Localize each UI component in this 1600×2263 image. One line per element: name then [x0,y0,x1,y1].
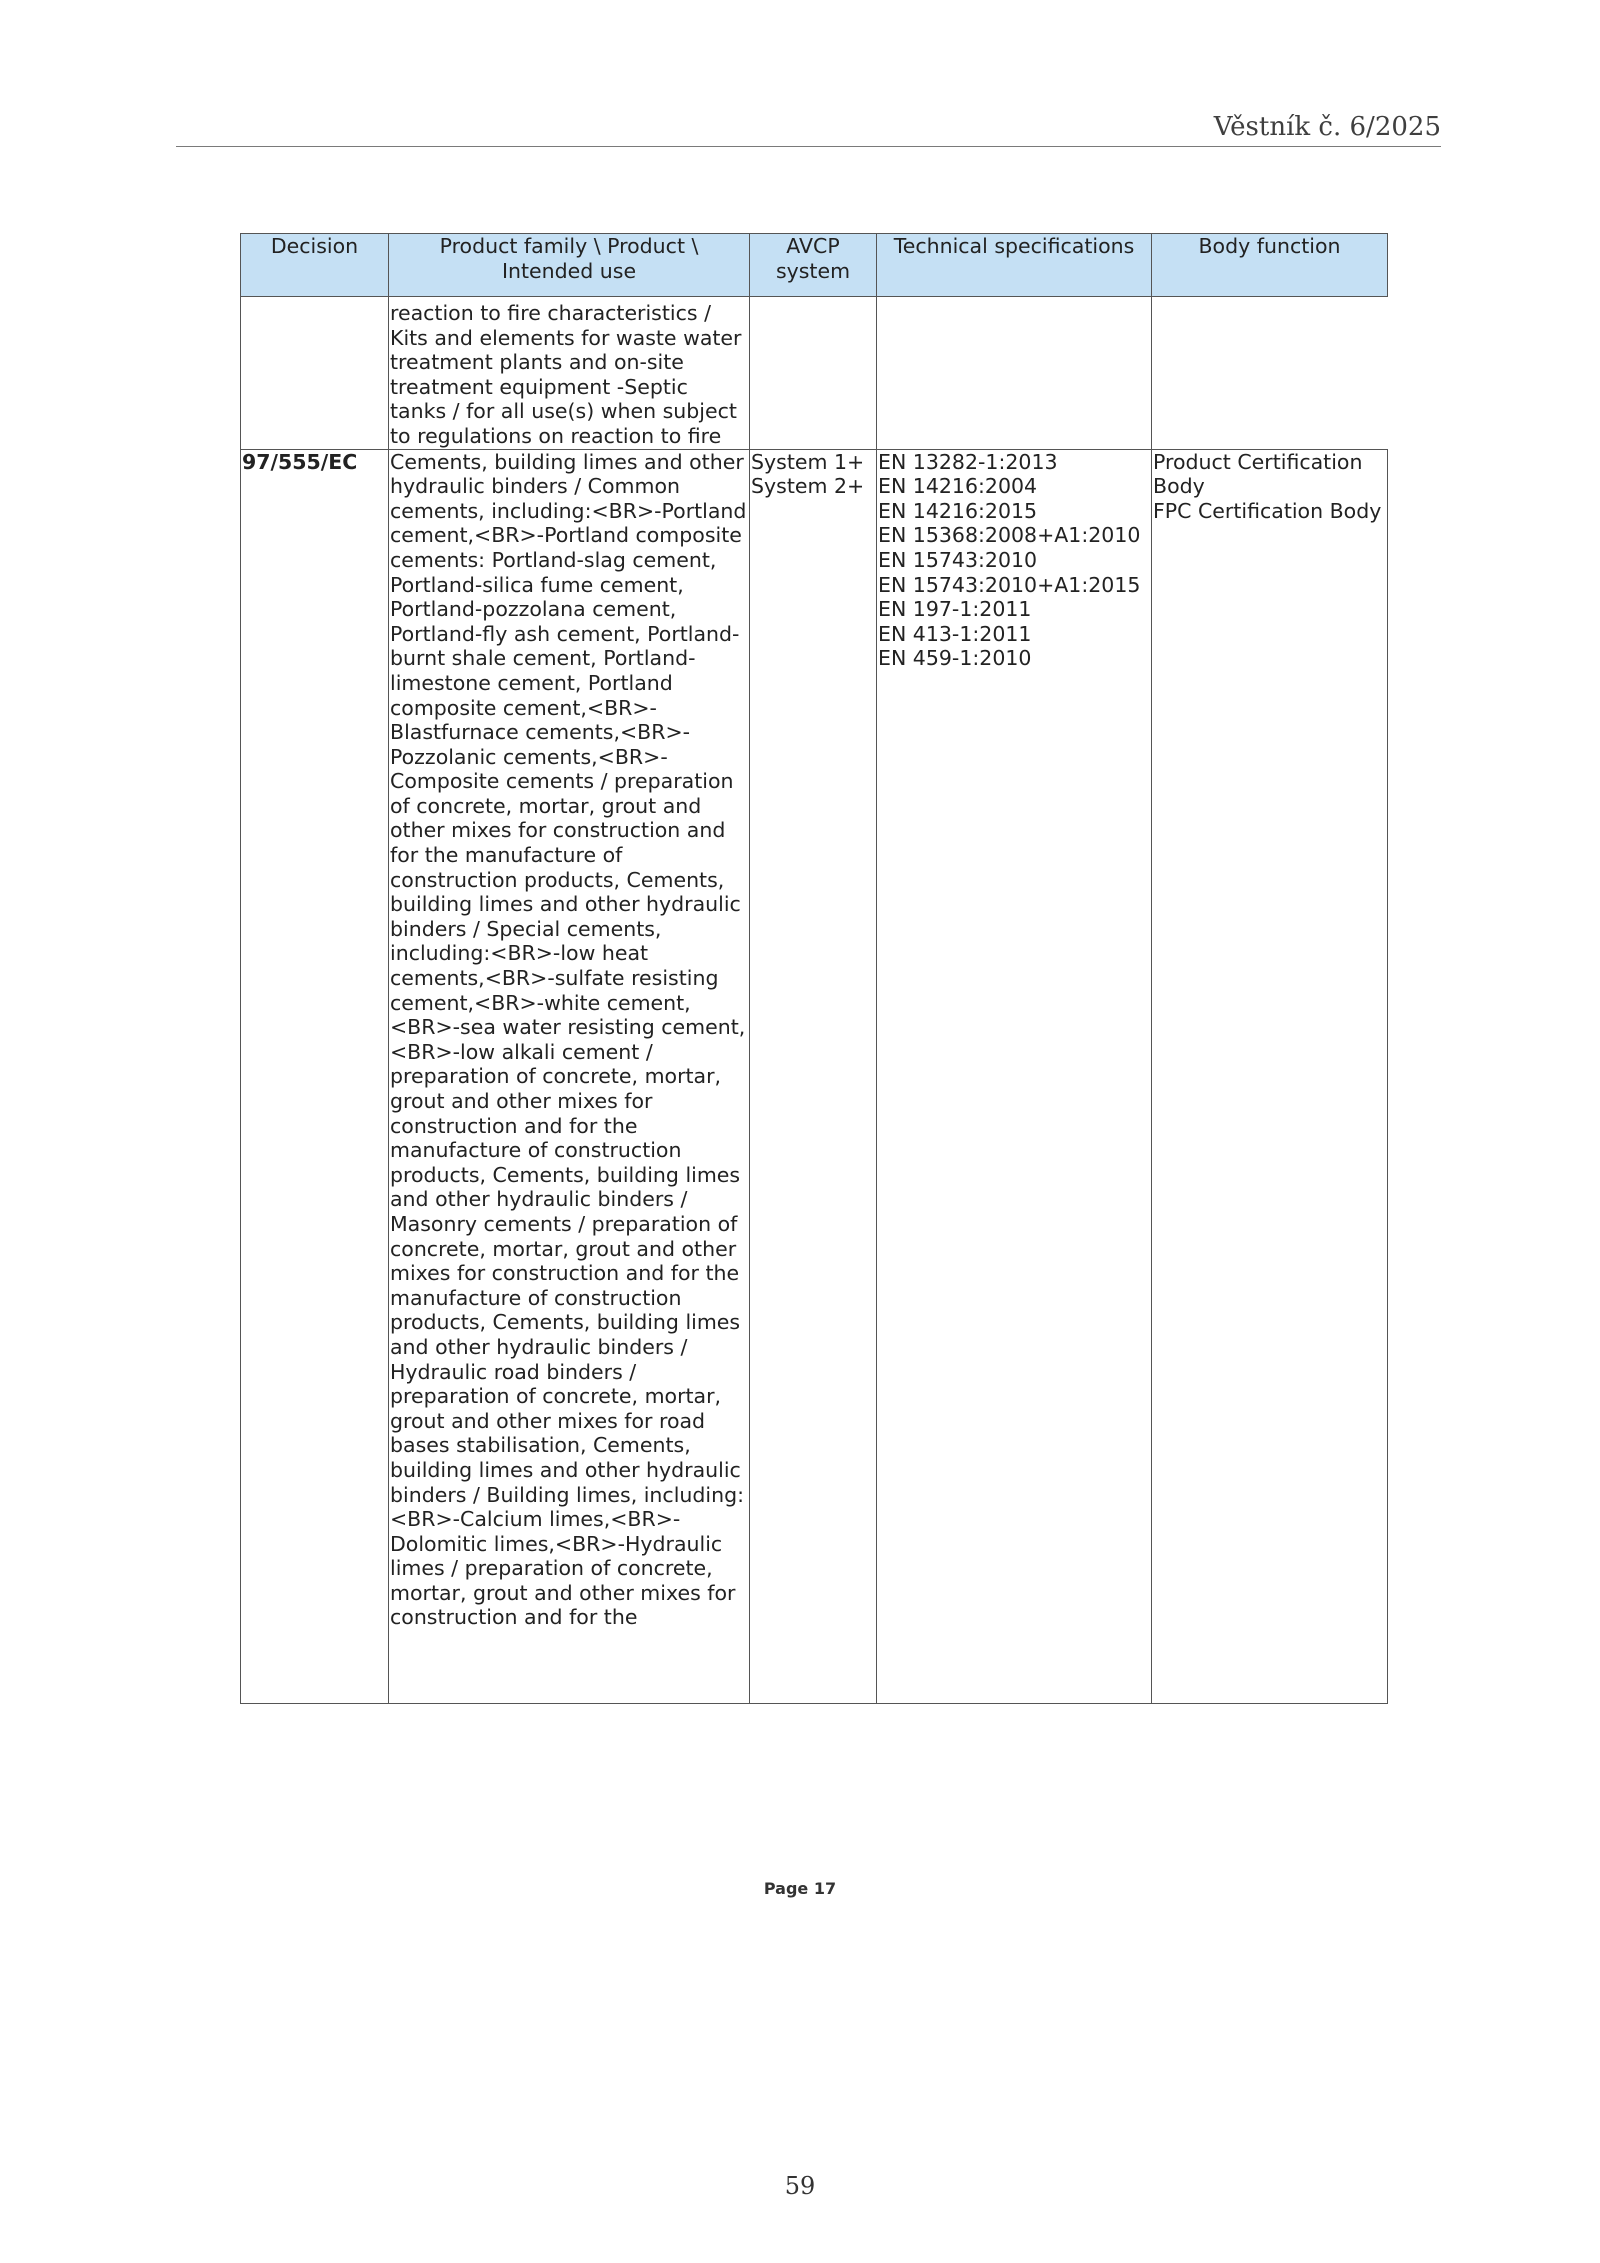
cell-body-function: Product Certification Body FPC Certification Body [1152,449,1388,1703]
page-number: 59 [784,2172,816,2200]
header-rule [176,146,1441,147]
regulation-table [240,233,1388,1704]
cell-avcp: System 1+ System 2+ [750,449,877,1703]
continuation-row [241,297,1388,450]
continuation-cell-body [1152,297,1388,450]
continuation-cell-product: reaction to fire characteristics / Kits and elements for waste water treatment plants and on-site treatment equipment -Septic tanks / for all use(s) when subject to regulations on reaction to fire [389,297,750,450]
cell-product: Cements, building limes and other hydraulic binders / Common cements, including:<BR>-Portland cement,<BR>-Portland composite cements: Portland-slag cement, Portland-silica fume cement, Portland-pozzolana cement, Portland-fly ash cement, Portland-burnt shale cement, Portland-limestone cement, Portland composite cement,<BR>-Blastfurnace cements,<BR>-Pozzolanic cements,<BR>-Composite cements / preparation of concrete, mortar, grout and other mixes for construction and for the manufacture of construction products, Cements, building limes and other hydraulic binders / Special cements, including:<BR>-low heat cements,<BR>-sulfate resisting cement,<BR>-white cement,<BR>-sea water resisting cement,<BR>-low alkali cement / preparation of concrete, mortar, grout and other mixes for construction and for the manufacture of construction products, Cements, building limes and other hydraulic binders / Masonry cements / preparation of concrete, mortar, grout and other mixes for construction and for the manufacture of construction products, Cements, building limes and other hydraulic binders / Hydraulic road binders / preparation of concrete, mortar, grout and other mixes for road bases stabilisation, Cements, building limes and other hydraulic binders / Building limes, including:<BR>-Calcium limes,<BR>-Dolomitic limes,<BR>-Hydraulic limes / preparation of concrete, mortar, grout and other mixes for construction and for the [389,449,750,1703]
cell-decision: 97/555/EC [241,449,389,1703]
column-header-decision: Decision [241,234,389,297]
journal-header: Věstník č. 6/2025 [1213,112,1441,142]
table-row [241,449,1388,1703]
table-header-row [241,234,1388,297]
continuation-cell-avcp [750,297,877,450]
page-label: Page 17 [763,1879,837,1898]
cell-specs: EN 13282-1:2013 EN 14216:2004 EN 14216:2015 EN 15368:2008+A1:2010 EN 15743:2010 EN 15743:2010+A1:2015 EN 197-1:2011 EN 413-1:2011 EN 459-1:2010 [877,449,1152,1703]
continuation-cell-specs [877,297,1152,450]
continuation-cell-decision [241,297,389,450]
column-header-avcp: AVCP system [750,234,877,297]
column-header-product: Product family \ Product \ Intended use [389,234,750,297]
column-header-specs: Technical specifications [877,234,1152,297]
column-header-body-function: Body function [1152,234,1388,297]
